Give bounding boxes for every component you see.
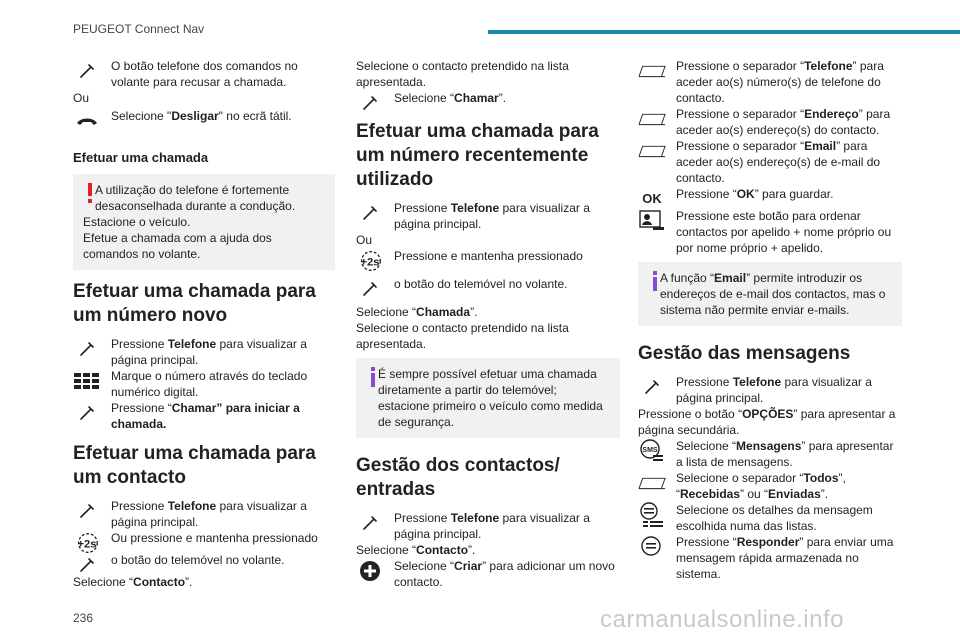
reply-message-icon xyxy=(638,534,666,560)
pre: Pressione “ xyxy=(676,535,737,549)
post: para visualizar a página principal. xyxy=(111,499,307,529)
bold: Telefone xyxy=(804,59,853,73)
text: o botão do telemóvel no volante. xyxy=(394,277,568,291)
pre: Selecione “ xyxy=(356,305,417,319)
header-title: PEUGEOT Connect Nav xyxy=(73,22,205,36)
pre: Selecione “ xyxy=(676,439,737,453)
tab-icon xyxy=(638,138,666,164)
list-item xyxy=(356,558,620,590)
ok-icon: OK xyxy=(642,191,662,206)
post: ” para aceder ao(s) número(s) de telefone do contacto. xyxy=(676,59,884,105)
warning-icon xyxy=(87,183,93,203)
post: ”. xyxy=(820,487,829,501)
column-3 xyxy=(638,58,902,582)
touch-icon xyxy=(356,200,384,226)
list-item xyxy=(73,498,335,530)
long-press-label: +2s xyxy=(360,256,380,269)
post: para visualizar a página principal. xyxy=(676,375,872,405)
warning-text: Efetue a chamada com a ajuda dos comandos no volante. xyxy=(83,231,272,261)
bold: Telefone xyxy=(167,499,217,513)
bold: OK xyxy=(736,187,755,201)
pre: Pressione o separador “ xyxy=(676,59,805,73)
list-item xyxy=(638,502,902,534)
pre: Pressione xyxy=(111,499,168,513)
list-item xyxy=(638,208,902,256)
list-item xyxy=(356,200,620,232)
touch-icon xyxy=(73,336,101,362)
bold: Chamar xyxy=(454,91,499,105)
pre: Pressione xyxy=(676,375,733,389)
bold: Chamar” para iniciar a chamada. xyxy=(111,401,300,431)
paragraph xyxy=(73,574,335,590)
paragraph: Selecione o contacto pretendido na lista apresentada. xyxy=(356,59,569,89)
pre: Pressione xyxy=(394,201,451,215)
list-item xyxy=(638,374,902,406)
section-heading: Efetuar uma chamada para um contacto xyxy=(73,443,316,488)
add-circle-icon xyxy=(356,558,384,584)
pre: Pressione o separador “ xyxy=(676,107,805,121)
column-1 xyxy=(73,58,335,590)
pre: Pressione xyxy=(394,511,451,525)
list-item xyxy=(73,108,335,124)
bold: Endereço xyxy=(804,107,859,121)
bold: Responder xyxy=(736,535,800,549)
list-item xyxy=(638,186,902,206)
warning-text: A utilização do telefone é fortemente desaconselhada durante a condução. xyxy=(95,183,296,213)
list-item xyxy=(638,106,902,138)
or-text: Ou xyxy=(356,233,373,247)
pre: Selecione o separador “ xyxy=(676,471,804,485)
info-icon xyxy=(370,367,376,387)
list-item xyxy=(356,276,620,292)
bold: Contacto xyxy=(416,543,469,557)
header-accent-bar xyxy=(488,30,960,34)
touch-icon xyxy=(356,90,384,116)
info-text: É sempre possível efetuar uma chamada diretamente a partir do telemóvel; estacione primeiro o veículo como medida de segurança. xyxy=(378,367,603,429)
section-heading: Gestão das mensagens xyxy=(638,343,851,364)
list-item xyxy=(356,510,620,542)
bold: Telefone xyxy=(167,337,217,351)
list-item xyxy=(73,336,335,368)
touch-icon xyxy=(73,58,101,84)
hang-up-icon xyxy=(73,108,101,134)
message-details-icon xyxy=(638,502,666,528)
info-box xyxy=(356,358,620,438)
pre: Selecione “ xyxy=(356,543,417,557)
mid: ”, “ xyxy=(676,471,846,501)
pre: Selecione “ xyxy=(73,575,134,589)
list-item xyxy=(73,530,335,551)
bold: Criar xyxy=(454,559,483,573)
pre: Selecione “ xyxy=(394,91,455,105)
bold: Chamada xyxy=(416,305,471,319)
tab-icon xyxy=(638,106,666,132)
text: Pressione este botão para ordenar contactos por apelido + nome próprio ou por nome próprio + apelido. xyxy=(676,209,892,255)
list-item xyxy=(638,58,902,106)
list-item xyxy=(356,90,620,106)
text: Ou pressione e mantenha pressionado xyxy=(111,531,318,545)
pre: Pressione “ xyxy=(676,187,737,201)
post: ” para adicionar um novo contacto. xyxy=(394,559,615,589)
post: para visualizar a página principal. xyxy=(394,511,590,541)
tab-icon xyxy=(638,470,666,496)
list-item xyxy=(638,438,902,470)
paragraph: Selecione o contacto pretendido na lista apresentada. xyxy=(356,321,569,351)
warning-box xyxy=(73,174,335,270)
post: ” para aceder ao(s) endereço(s) do contacto. xyxy=(676,107,891,137)
post: para visualizar a página principal. xyxy=(111,337,307,367)
bold: Email xyxy=(714,271,747,285)
bold: Contacto xyxy=(133,575,186,589)
info-box xyxy=(638,262,902,326)
list-item xyxy=(638,534,902,582)
pre: Selecione “ xyxy=(394,559,455,573)
touch-icon xyxy=(356,510,384,536)
paragraph xyxy=(356,542,620,558)
post: ” para apresentar a página secundária. xyxy=(638,407,896,437)
section-heading: Efetuar uma chamada para um número recentemente utilizado xyxy=(356,121,599,190)
text: Marque o número através do teclado numérico digital. xyxy=(111,369,308,399)
post: para visualizar a página principal. xyxy=(394,201,590,231)
info-text xyxy=(648,270,892,318)
list-item xyxy=(73,368,335,400)
bold: Mensagens xyxy=(736,439,802,453)
section-heading: Efetuar uma chamada para um número novo xyxy=(73,281,316,326)
bold: Telefone xyxy=(450,511,500,525)
list-item xyxy=(356,248,620,269)
keypad-icon xyxy=(73,368,101,394)
pre: A função “ xyxy=(660,271,715,285)
post: ”. xyxy=(498,91,507,105)
post: " no ecrã tátil. xyxy=(218,109,292,123)
bold: Todos xyxy=(803,471,839,485)
mid: ” ou “ xyxy=(740,487,769,501)
post: ” para apresentar a lista de mensagens. xyxy=(676,439,894,469)
text: O botão telefone dos comandos no volante para recusar a chamada. xyxy=(111,59,298,89)
touch-icon xyxy=(73,552,101,578)
info-icon xyxy=(652,271,658,291)
bold: Enviadas xyxy=(768,487,821,501)
bold: Telefone xyxy=(450,201,500,215)
touch-icon xyxy=(638,374,666,400)
touch-icon xyxy=(73,498,101,524)
post: ”. xyxy=(470,305,478,319)
bold: Telefone xyxy=(732,375,782,389)
post: ”. xyxy=(468,543,476,557)
long-press-icon xyxy=(356,248,384,274)
watermark: carmanualsonline.info xyxy=(600,606,844,633)
column-2 xyxy=(356,58,620,590)
warning-text: Estacione o veículo. xyxy=(83,215,191,229)
list-item xyxy=(73,552,335,568)
long-press-label: +2s xyxy=(77,538,97,551)
paragraph xyxy=(356,304,620,320)
sort-contacts-icon xyxy=(638,208,666,234)
pre: Pressione “ xyxy=(111,401,172,415)
list-item xyxy=(638,470,902,502)
section-heading: Gestão dos contactos/ entradas xyxy=(356,455,560,500)
tab-icon xyxy=(638,58,666,84)
sms-icon xyxy=(638,438,666,464)
section-heading: Efetuar uma chamada xyxy=(73,150,209,165)
pre: Selecione " xyxy=(111,109,172,123)
bold: OPÇÕES xyxy=(742,407,794,421)
or-text: Ou xyxy=(73,91,90,105)
sms-label: SMS xyxy=(642,447,658,454)
text: Selecione os detalhes da mensagem escolhida numa das listas. xyxy=(676,503,873,533)
post: ” para guardar. xyxy=(754,187,834,201)
pre: Pressione o botão “ xyxy=(638,407,743,421)
touch-icon xyxy=(356,276,384,302)
pre: Pressione xyxy=(111,337,168,351)
post: ” para aceder ao(s) endereço(s) de e-mail do contacto. xyxy=(676,139,881,185)
bold: Email xyxy=(804,139,837,153)
text: Pressione e mantenha pressionado xyxy=(394,249,583,263)
post: ” para enviar uma mensagem rápida armazenada no sistema. xyxy=(676,535,894,581)
paragraph xyxy=(638,406,902,438)
bold: Desligar xyxy=(171,109,219,123)
page-number: 236 xyxy=(73,611,94,625)
touch-icon xyxy=(73,400,101,426)
post: ”. xyxy=(185,575,193,589)
pre: Pressione o separador “ xyxy=(676,139,805,153)
text: o botão do telemóvel no volante. xyxy=(111,553,285,567)
list-item xyxy=(73,58,335,90)
list-item xyxy=(73,400,335,432)
post: ” permite introduzir os endereços de e-mail dos contactos, mas o sistema não permite enviar e-mails. xyxy=(660,271,886,317)
list-item xyxy=(638,138,902,186)
bold: Recebidas xyxy=(680,487,741,501)
